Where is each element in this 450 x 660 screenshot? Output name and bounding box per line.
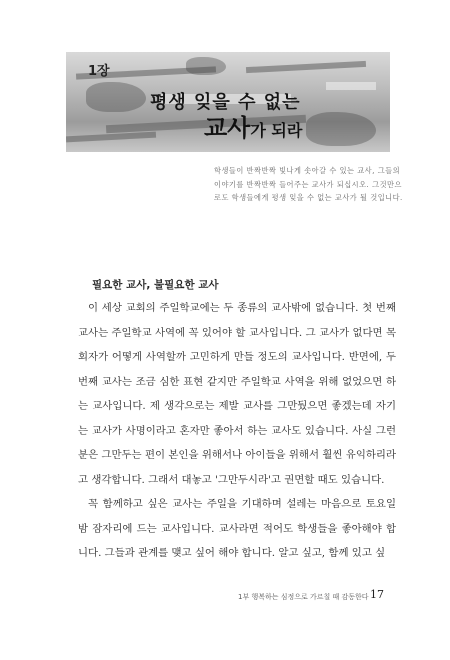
banner-highlight: [326, 82, 376, 90]
chapter-title-suffix: 가 되라: [250, 121, 303, 140]
body-paragraph: 꼭 함께하고 싶은 교사는 주일을 기대하며 설레는 마음으로 토요일 밤 잠자리에 드는 교사입니다. 교사라면 적어도 학생들을 좋아해야 합니다. 그들과 관계를 맺고 싶어 해야 합니다. 알고 싶고, 함께 있고 싶: [78, 498, 396, 559]
banner-ink-blot: [186, 57, 226, 75]
chapter-title-line1: 평생 잊을 수 없는: [150, 92, 301, 113]
body-paragraph: 이 세상 교회의 주일학교에는 두 종류의 교사밖에 없습니다. 첫 번째 교사는 주일학교 사역에 꼭 있어야 할 교사입니다. 그 교사가 없다면 목회자가 어떻게 사역할까 고민하게 만들 정도의 교사입니다. 반면에, 두 번째 교사는 조금 심한 표현 같지만 주일학교 사역을 위해 없었으면 하는 교사입니다. 제 생각으로는 제발 교사를 그만뒀으면 좋겠는데 자기는 교사가 사명이라고 혼자만 좋아서 하는 교사도 있습니다. 사실 그런 분은 그만두는 편이 본인을 위해서나 아이들을 위해서 훨씬 유익하리라고 생각합니다. 그래서 대놓고 '그만두시라'고 권면할 때도 있습니다.: [78, 302, 396, 486]
chapter-intro-text: 학생들이 반짝반짝 빛나게 솟아갈 수 있는 교사, 그들의 이야기를 반짝반짝 들어주는 교사가 되십시오. 그것만으로도 학생들에게 평생 잊을 수 없는 교사가 될 것입니다.: [214, 166, 403, 202]
banner-brush-streak: [66, 132, 156, 143]
chapter-label: 1장: [88, 64, 110, 79]
running-footer-title: 1부 행복하는 심정으로 가르칠 때 감동한다: [238, 593, 369, 601]
chapter-title-emphasis: 교사: [204, 114, 251, 142]
banner-brush-streak: [246, 61, 366, 73]
body-text: [78, 296, 396, 566]
chapter-title-line2: [204, 108, 302, 143]
page-number: 17: [370, 588, 384, 601]
banner-ink-blot: [306, 112, 376, 146]
section-heading: 필요한 교사, 불필요한 교사: [92, 279, 219, 291]
banner-ink-blot: [86, 82, 146, 112]
